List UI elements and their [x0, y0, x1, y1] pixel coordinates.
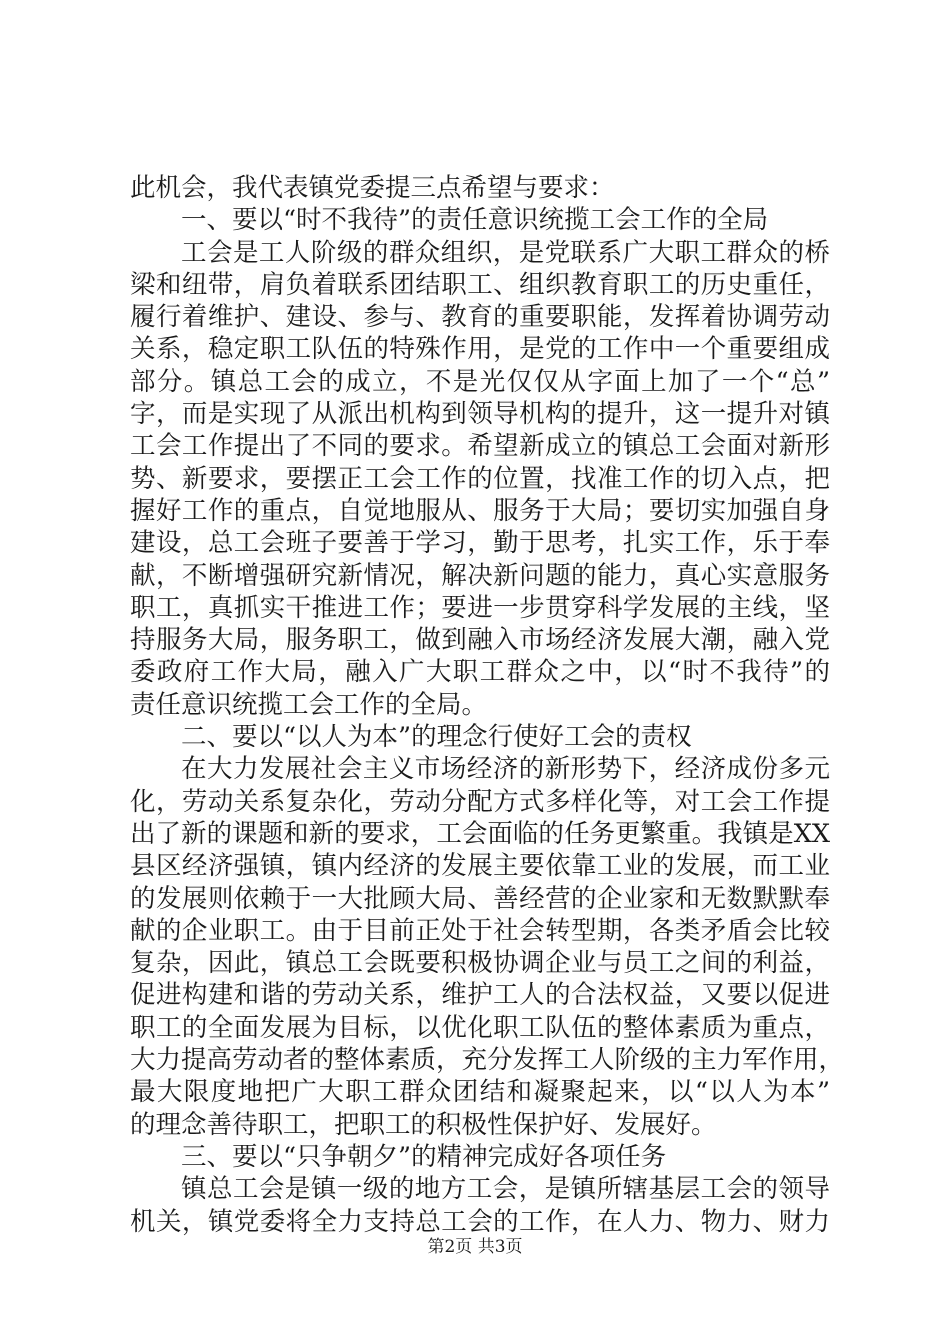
text-line: 势、新要求，要摆正工会工作的位置，找准工作的切入点，把: [130, 463, 830, 494]
text-line: 职工，真抓实干推进工作；要进一步贯穿科学发展的主线，坚: [130, 592, 830, 623]
text-line: 最大限度地把广大职工群众团结和凝聚起来，以“以人为本”: [130, 1077, 830, 1108]
text-line: 在大力发展社会主义市场经济的新形势下，经济成份多元: [181, 754, 830, 785]
text-line: 责任意识统揽工会工作的全局。: [130, 689, 488, 720]
section-heading: 三、要以“只争朝夕”的精神完成好各项任务: [181, 1141, 667, 1172]
text-line: 县区经济强镇，镇内经济的发展主要依靠工业的发展，而工业: [130, 851, 830, 882]
document-body: [130, 172, 845, 1238]
text-line: 的理念善待职工，把职工的积极性保护好、发展好。: [130, 1109, 717, 1140]
section-heading: 二、要以“以人为本”的理念行使好工会的责权: [181, 722, 692, 753]
text-line: 字，而是实现了从派出机构到领导机构的提升，这一提升对镇: [130, 399, 830, 430]
text-line: 持服务大局，服务职工，做到融入市场经济发展大潮，融入党: [130, 625, 830, 656]
text-line: 献，不断增强研究新情况，解决新问题的能力，真心实意服务: [130, 560, 830, 591]
text-line: 职工的全面发展为目标，以优化职工队伍的整体素质为重点，: [130, 1012, 830, 1043]
text-line: 部分。镇总工会的成立，不是光仅仅从字面上加了一个“总”: [130, 366, 830, 397]
page-footer: 第2页 共3页: [427, 1237, 523, 1257]
text-line: 履行着维护、建设、参与、教育的重要职能，发挥着协调劳动: [130, 302, 830, 333]
text-line: 化，劳动关系复杂化，劳动分配方式多样化等，对工会工作提: [130, 786, 830, 817]
text-line: 机关，镇党委将全力支持总工会的工作，在人力、物力、财力: [130, 1206, 830, 1237]
text-line: 的发展则依赖于一大批顾大局、善经营的企业家和无数默默奉: [130, 883, 830, 914]
text-line: 委政府工作大局，融入广大职工群众之中，以“时不我待”的: [130, 657, 830, 688]
section-heading: 一、要以“时不我待”的责任意识统揽工会工作的全局: [181, 205, 769, 236]
text-line: 关系，稳定职工队伍的特殊作用，是党的工作中一个重要组成: [130, 334, 830, 365]
text-line: 献的企业职工。由于目前正处于社会转型期，各类矛盾会比较: [130, 915, 830, 946]
text-line: 握好工作的重点，自觉地服从、服务于大局；要切实加强自身: [130, 495, 830, 526]
text-line: 复杂，因此，镇总工会既要积极协调企业与员工之间的利益，: [130, 948, 830, 979]
text-line: 梁和纽带，肩负着联系团结职工、组织教育职工的历史重任，: [130, 269, 830, 300]
text-line: 镇总工会是镇一级的地方工会，是镇所辖基层工会的领导: [181, 1174, 830, 1205]
text-line: 出了新的课题和新的要求，工会面临的任务更繁重。我镇是XX: [130, 818, 830, 849]
text-line: 工会是工人阶级的群众组织，是党联系广大职工群众的桥: [181, 237, 830, 268]
text-line: 工会工作提出了不同的要求。希望新成立的镇总工会面对新形: [130, 431, 830, 462]
text-line: 促进构建和谐的劳动关系，维护工人的合法权益，又要以促进: [130, 980, 830, 1011]
text-line: 大力提高劳动者的整体素质，充分发挥工人阶级的主力军作用，: [130, 1045, 845, 1076]
text-line: 建设，总工会班子要善于学习，勤于思考，扎实工作，乐于奉: [130, 528, 830, 559]
text-line: 此机会，我代表镇党委提三点希望与要求：: [130, 173, 615, 203]
